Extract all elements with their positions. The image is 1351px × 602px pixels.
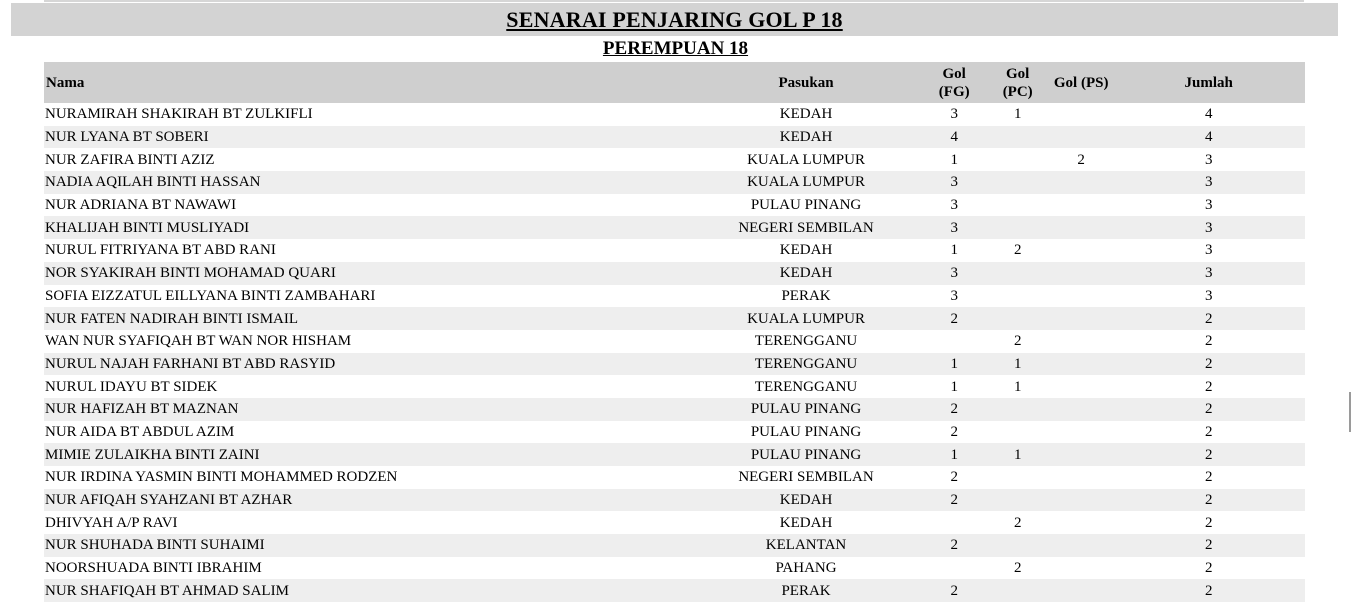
cell-gol-ps (1050, 511, 1112, 534)
cell-gol-fg (923, 511, 985, 534)
cell-nama: NOORSHUADA BINTI IBRAHIM (45, 560, 262, 577)
cell-gol-pc (985, 171, 1050, 194)
page-title: SENARAI PENJARING GOL P 18 (506, 7, 843, 32)
cell-gol-pc (985, 194, 1050, 217)
cell-nama: NOR SYAKIRAH BINTI MOHAMAD QUARI (45, 265, 336, 282)
cell-gol-pc: 1 (1013, 446, 1022, 463)
cell-gol-fg: 3 (950, 106, 958, 123)
cell-gol-fg: 2 (950, 469, 958, 486)
cell-gol-fg: 2 (950, 423, 958, 440)
top-divider (44, 0, 1304, 2)
table-row (44, 579, 1305, 602)
table-row (44, 126, 1305, 149)
cell-gol-pc: 2 (1013, 560, 1022, 577)
cell-pasukan: TERENGGANU (754, 355, 858, 372)
scorers-table (44, 62, 1305, 602)
table-row (44, 443, 1305, 466)
cell-pasukan: KUALA LUMPUR (747, 310, 865, 327)
cell-gol-pc (985, 421, 1050, 444)
cell-jumlah: 2 (1204, 423, 1213, 440)
column-header-gol-ps: Gol (PS) (1053, 74, 1109, 91)
cell-nama: NUR AFIQAH SYAHZANI BT AZHAR (45, 492, 293, 509)
cell-gol-fg (923, 330, 985, 353)
table-row (44, 353, 1305, 376)
cell-gol-fg: 1 (950, 151, 958, 168)
cell-gol-fg: 1 (950, 242, 958, 259)
cell-pasukan: PULAU PINANG (750, 446, 862, 463)
cell-nama: NUR SHAFIQAH BT AHMAD SALIM (45, 582, 289, 599)
cell-gol-fg: 2 (950, 492, 958, 509)
cell-pasukan: KELANTAN (765, 537, 847, 554)
cell-gol-pc (985, 398, 1050, 421)
cell-pasukan: PULAU PINANG (750, 197, 862, 214)
cell-gol-fg: 3 (950, 174, 958, 191)
cell-gol-pc (985, 216, 1050, 239)
cell-gol-pc (985, 489, 1050, 512)
cell-gol-fg: 2 (950, 582, 958, 599)
cell-gol-ps (1050, 489, 1112, 512)
table-row (44, 285, 1305, 308)
cell-jumlah: 4 (1204, 129, 1213, 146)
cell-gol-fg (923, 557, 985, 580)
cell-jumlah: 4 (1204, 106, 1213, 123)
column-header-gol-fg (923, 62, 985, 103)
cell-gol-fg: 2 (950, 401, 958, 418)
cell-jumlah: 3 (1204, 242, 1213, 259)
cell-jumlah: 2 (1204, 378, 1213, 395)
column-header-pasukan: Pasukan (778, 74, 834, 91)
cell-gol-pc (985, 307, 1050, 330)
cell-gol-ps (1050, 103, 1112, 126)
cell-jumlah: 2 (1204, 469, 1213, 486)
cell-nama: KHALIJAH BINTI MUSLIYADI (45, 219, 250, 236)
cell-pasukan: KEDAH (779, 514, 833, 531)
cell-gol-fg: 2 (950, 310, 958, 327)
cell-nama: WAN NUR SYAFIQAH BT WAN NOR HISHAM (45, 333, 352, 350)
table-row (44, 466, 1305, 489)
cell-jumlah: 3 (1204, 151, 1213, 168)
table-row (44, 239, 1305, 262)
table-row (44, 398, 1305, 421)
cell-jumlah: 2 (1204, 537, 1213, 554)
table-row (44, 375, 1305, 398)
cell-gol-pc (985, 148, 1050, 171)
table-row (44, 171, 1305, 194)
cell-gol-ps (1050, 285, 1112, 308)
column-header-nama: Nama (46, 74, 85, 91)
cell-nama: NUR HAFIZAH BT MAZNAN (45, 401, 239, 418)
column-header-gol-fg-line2: (FG) (938, 83, 970, 100)
cell-gol-ps (1050, 466, 1112, 489)
cell-nama: NUR ADRIANA BT NAWAWI (45, 197, 237, 214)
table-row (44, 511, 1305, 534)
page-subtitle: PEREMPUAN 18 (602, 38, 749, 59)
table-row (44, 148, 1305, 171)
cell-gol-ps (1050, 398, 1112, 421)
cell-pasukan: PULAU PINANG (750, 401, 862, 418)
cell-nama: DHIVYAH A/P RAVI (45, 514, 178, 531)
cell-nama: SOFIA EIZZATUL EILLYANA BINTI ZAMBAHARI (45, 287, 376, 304)
cell-nama: NUR SHUHADA BINTI SUHAIMI (45, 537, 265, 554)
table-row (44, 421, 1305, 444)
cell-gol-fg: 1 (950, 378, 958, 395)
cell-gol-fg: 1 (950, 446, 958, 463)
cell-pasukan: PULAU PINANG (750, 423, 862, 440)
table-header-row (44, 62, 1305, 103)
cell-gol-pc: 1 (1013, 106, 1022, 123)
cell-pasukan: NEGERI SEMBILAN (738, 219, 874, 236)
cell-gol-pc: 2 (1013, 242, 1022, 259)
cell-pasukan: PERAK (781, 287, 831, 304)
cell-jumlah: 2 (1204, 333, 1213, 350)
cell-gol-ps (1050, 126, 1112, 149)
column-header-gol-pc-line1: Gol (1006, 65, 1030, 82)
cell-pasukan: KUALA LUMPUR (747, 151, 865, 168)
cell-gol-ps (1050, 375, 1112, 398)
cell-gol-ps (1050, 262, 1112, 285)
cell-gol-pc: 2 (1013, 514, 1022, 531)
cell-gol-ps (1050, 216, 1112, 239)
cell-jumlah: 3 (1204, 265, 1213, 282)
cell-jumlah: 2 (1204, 446, 1213, 463)
column-header-gol-pc (985, 62, 1050, 103)
cell-nama: NURUL FITRIYANA BT ABD RANI (45, 242, 276, 259)
cell-pasukan: KEDAH (779, 129, 833, 146)
cell-gol-pc (985, 466, 1050, 489)
table-row (44, 262, 1305, 285)
cell-nama: NURUL IDAYU BT SIDEK (45, 378, 218, 395)
cell-nama: NUR ZAFIRA BINTI AZIZ (45, 151, 215, 168)
cell-jumlah: 3 (1204, 219, 1213, 236)
title-bar (11, 3, 1338, 36)
cell-nama: NUR LYANA BT SOBERI (45, 129, 209, 146)
cell-gol-ps (1050, 330, 1112, 353)
cell-nama: NADIA AQILAH BINTI HASSAN (45, 174, 261, 191)
cell-jumlah: 2 (1204, 514, 1213, 531)
cell-gol-fg: 3 (950, 265, 958, 282)
cell-pasukan: TERENGGANU (754, 333, 858, 350)
cell-nama: NUR AIDA BT ABDUL AZIM (45, 423, 235, 440)
cell-jumlah: 2 (1204, 492, 1213, 509)
table-body (44, 103, 1305, 602)
cell-gol-ps (1050, 194, 1112, 217)
cell-gol-fg: 1 (950, 355, 958, 372)
cell-gol-pc (985, 285, 1050, 308)
cell-gol-pc (985, 534, 1050, 557)
cell-gol-ps (1050, 421, 1112, 444)
cell-nama: NURUL NAJAH FARHANI BT ABD RASYID (45, 355, 336, 372)
table-row (44, 534, 1305, 557)
cell-jumlah: 2 (1204, 560, 1213, 577)
cell-pasukan: NEGERI SEMBILAN (738, 469, 874, 486)
table-row (44, 557, 1305, 580)
cell-jumlah: 3 (1204, 197, 1213, 214)
table-row (44, 489, 1305, 512)
cell-gol-ps (1050, 579, 1112, 602)
cell-gol-ps (1050, 557, 1112, 580)
cell-nama: NUR IRDINA YASMIN BINTI MOHAMMED RODZEN (45, 469, 398, 486)
cell-jumlah: 2 (1204, 401, 1213, 418)
cell-jumlah: 2 (1204, 310, 1213, 327)
cell-gol-pc (985, 262, 1050, 285)
cell-gol-fg: 4 (950, 129, 958, 146)
column-header-gol-pc-line2: (PC) (1002, 83, 1033, 100)
cell-gol-fg: 3 (950, 287, 958, 304)
table-row (44, 307, 1305, 330)
cell-gol-fg: 3 (950, 197, 958, 214)
cell-gol-ps (1050, 307, 1112, 330)
cell-gol-ps (1050, 443, 1112, 466)
column-header-gol-fg-line1: Gol (942, 65, 966, 82)
cell-gol-pc: 1 (1013, 378, 1022, 395)
cell-pasukan: TERENGGANU (754, 378, 858, 395)
cell-pasukan: PERAK (781, 582, 831, 599)
table-row (44, 216, 1305, 239)
cell-pasukan: KEDAH (779, 265, 833, 282)
column-header-jumlah: Jumlah (1184, 74, 1233, 91)
cell-nama: NURAMIRAH SHAKIRAH BT ZULKIFLI (45, 106, 313, 123)
cell-gol-pc (985, 579, 1050, 602)
cell-gol-fg: 3 (950, 219, 958, 236)
cell-jumlah: 2 (1204, 355, 1213, 372)
cell-jumlah: 3 (1204, 174, 1213, 191)
cell-pasukan: PAHANG (775, 560, 837, 577)
cell-pasukan: KEDAH (779, 492, 833, 509)
cell-nama: NUR FATEN NADIRAH BINTI ISMAIL (45, 310, 299, 327)
cell-gol-ps (1050, 353, 1112, 376)
cell-pasukan: KEDAH (779, 106, 833, 123)
cell-gol-pc: 1 (1013, 355, 1022, 372)
cell-gol-ps (1050, 534, 1112, 557)
table-row (44, 194, 1305, 217)
cell-gol-pc (985, 126, 1050, 149)
cell-gol-ps (1050, 171, 1112, 194)
cell-gol-ps (1050, 239, 1112, 262)
cell-jumlah: 3 (1204, 287, 1213, 304)
cell-pasukan: KUALA LUMPUR (747, 174, 865, 191)
cell-nama: MIMIE ZULAIKHA BINTI ZAINI (45, 446, 260, 463)
table-row (44, 103, 1305, 126)
table-row (44, 330, 1305, 353)
cell-jumlah: 2 (1204, 582, 1213, 599)
cell-pasukan: KEDAH (779, 242, 833, 259)
cell-gol-pc: 2 (1013, 333, 1022, 350)
cell-gol-fg: 2 (950, 537, 958, 554)
cell-gol-ps: 2 (1077, 151, 1085, 168)
